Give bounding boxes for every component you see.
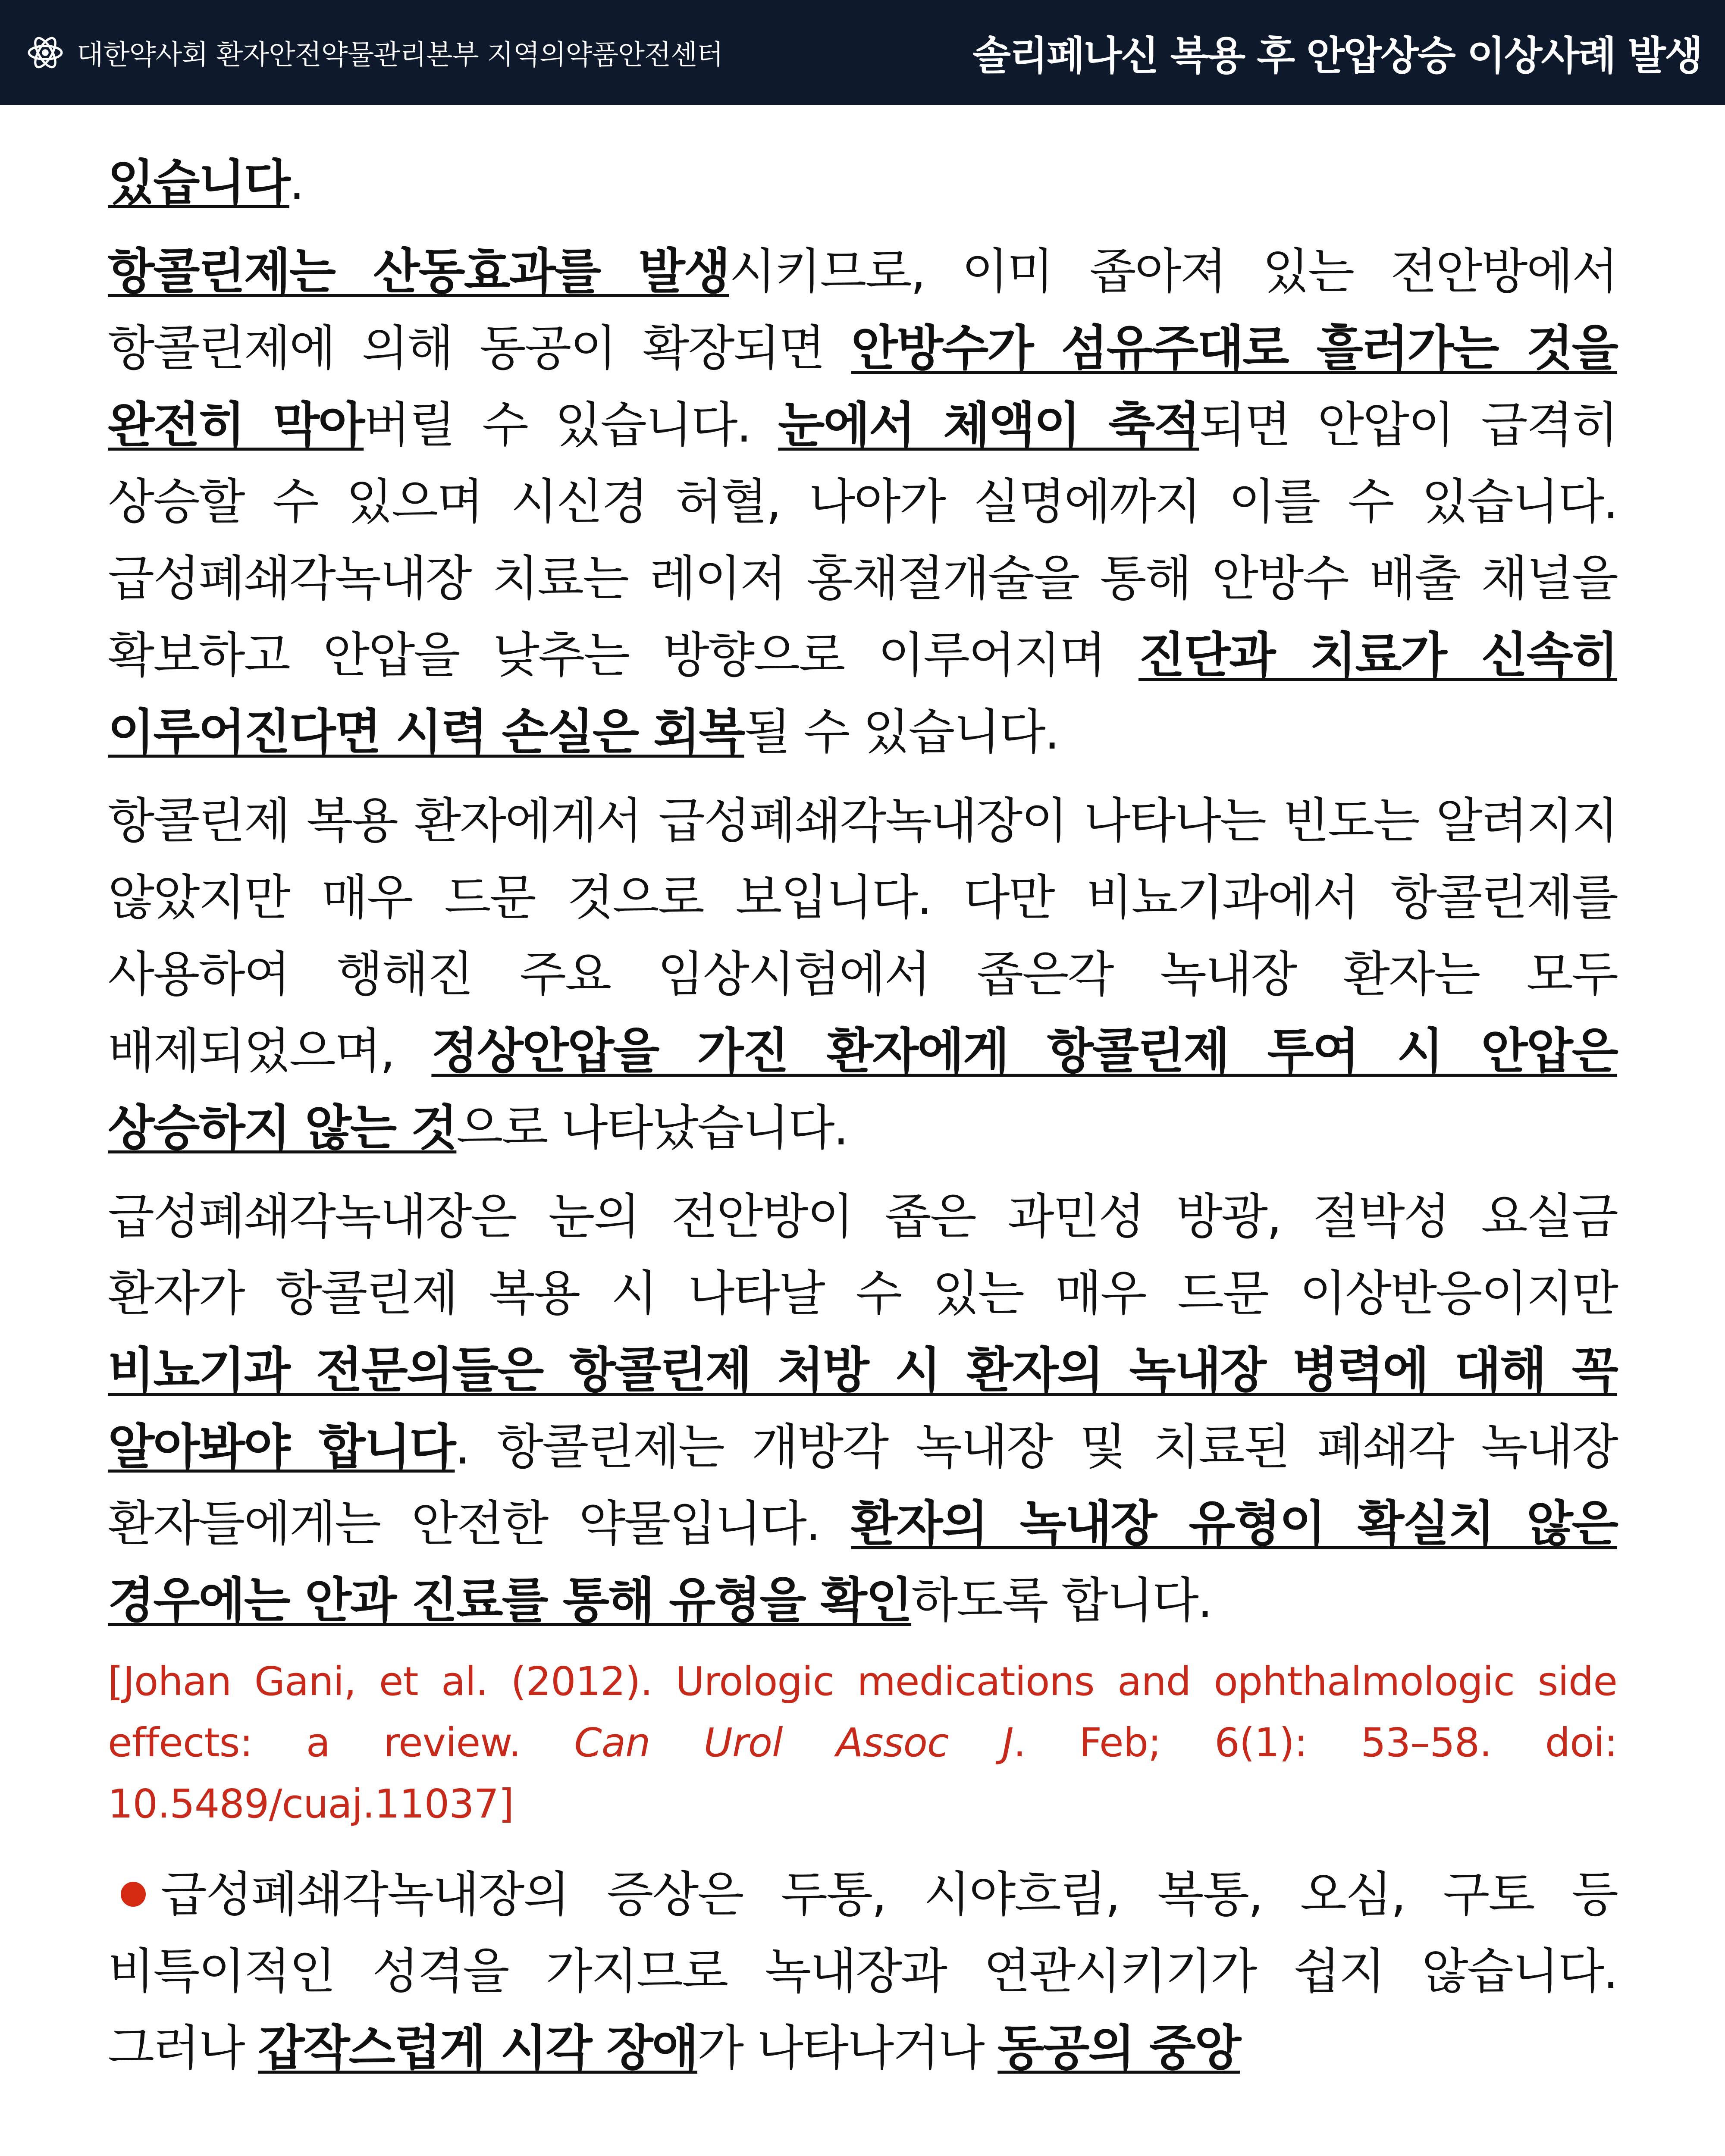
body-text: 하도록 합니다. bbox=[911, 1573, 1212, 1629]
paragraph bbox=[108, 783, 1617, 1166]
reference-journal: Can Urol Assoc J bbox=[574, 1720, 1013, 1766]
body-text: . 항콜린제는 개방각 녹내장 및 치료된 폐쇄각 녹내장 환자들에게는 안전한 약물입니다. bbox=[108, 1419, 1617, 1552]
document-body bbox=[108, 144, 1617, 2099]
underlined-emphasis-text: 있습니다 bbox=[108, 155, 289, 211]
body-text: 될 수 있습니다. bbox=[744, 704, 1059, 760]
paragraphs bbox=[108, 144, 1617, 1639]
body-text: 항콜린제 복용 환자에게서 급성폐쇄각녹내장이 나타나는 빈도는 알려지지 않았지만 매우 드문 것으로 보입니다. 다만 비뇨기과에서 항콜린제를 사용하여 행해진 주요 임상시험에서 좁은각 녹내장 환자는 모두 배제되었으며, bbox=[108, 793, 1617, 1079]
underlined-emphasis-text: 동공의 중앙 bbox=[997, 2020, 1240, 2076]
underlined-emphasis-text: 비뇨기과 전문의들은 항콜린제 처방 시 환자의 녹내장 병력에 대해 꼭 알아봐야 합니다 bbox=[108, 1342, 1617, 1475]
reference-suffix: . Feb; 6(1): 53–58. doi: 10.5489/cuaj.11037] bbox=[108, 1720, 1617, 1827]
underlined-emphasis-text: 정상안압을 가진 환자에게 항콜린제 투여 시 안압은 상승하지 않는 것 bbox=[108, 1023, 1617, 1156]
body-text: 가 나타나거나 bbox=[697, 2020, 998, 2076]
paragraph bbox=[108, 233, 1617, 771]
pharmacy-association-logo-icon bbox=[27, 34, 64, 71]
underlined-emphasis-text: 안방수가 섬유주대로 흘러가는 것을 완전히 막아 bbox=[108, 320, 1617, 453]
underlined-emphasis-text: 환자의 녹내장 유형이 확실치 않은 경우에는 안과 진료를 통해 유형을 확인 bbox=[108, 1496, 1617, 1629]
body-text: 시키므로, 이미 좁아져 있는 전안방에서 항콜린제에 의해 동공이 확장되면 bbox=[108, 244, 1617, 376]
paragraph bbox=[108, 1178, 1617, 1639]
underlined-emphasis-text: 눈에서 체액이 축적 bbox=[778, 397, 1199, 453]
document-title: 솔리페나신 복용 후 안압상승 이상사례 발생 bbox=[972, 32, 1702, 79]
body-text: 으로 나타났습니다. bbox=[456, 1100, 848, 1156]
underlined-emphasis-text: 진단과 치료가 신속히 이루어진다면 시력 손실은 회복 bbox=[108, 627, 1618, 760]
organization-name: 대한약사회 환자안전약물관리본부 지역의약품안전센터 bbox=[77, 39, 723, 71]
body-text: . bbox=[289, 155, 304, 211]
organization-block bbox=[27, 0, 723, 105]
reference-citation bbox=[108, 1651, 1617, 1835]
body-text: 급성폐쇄각녹내장은 눈의 전안방이 좁은 과민성 방광, 절박성 요실금 환자가 항콜린제 복용 시 나타날 수 있는 매우 드문 이상반응이지만 bbox=[108, 1189, 1617, 1322]
body-text: 버릴 수 있습니다. bbox=[364, 397, 778, 453]
page-header bbox=[0, 0, 1725, 105]
bullet-paragraph bbox=[108, 1856, 1617, 2087]
red-bullet-icon bbox=[121, 1882, 146, 1907]
body-text: 급성폐쇄각녹내장의 증상은 두통, 시야흐림, 복통, 오심, 구토 등 비특이적인 성격을 가지므로 녹내장과 연관시키기가 쉽지 않습니다. 그러나 bbox=[108, 1867, 1617, 2076]
reference-prefix: [Johan Gani, et al. (2012). Urologic medications and ophthalmologic side effects: a review. bbox=[108, 1658, 1617, 1766]
paragraph bbox=[108, 144, 1617, 221]
body-text: 되면 안압이 급격히 상승할 수 있으며 시신경 허혈, 나아가 실명에까지 이를 수 있습니다. 급성폐쇄각녹내장 치료는 레이저 홍채절개술을 통해 안방수 배출 채널을 확보하고 안압을 낮추는 방향으로 이루어지며 bbox=[108, 397, 1617, 683]
underlined-emphasis-text: 항콜린제는 산동효과를 발생 bbox=[108, 244, 729, 300]
underlined-emphasis-text: 갑작스럽게 시각 장애 bbox=[258, 2020, 697, 2076]
